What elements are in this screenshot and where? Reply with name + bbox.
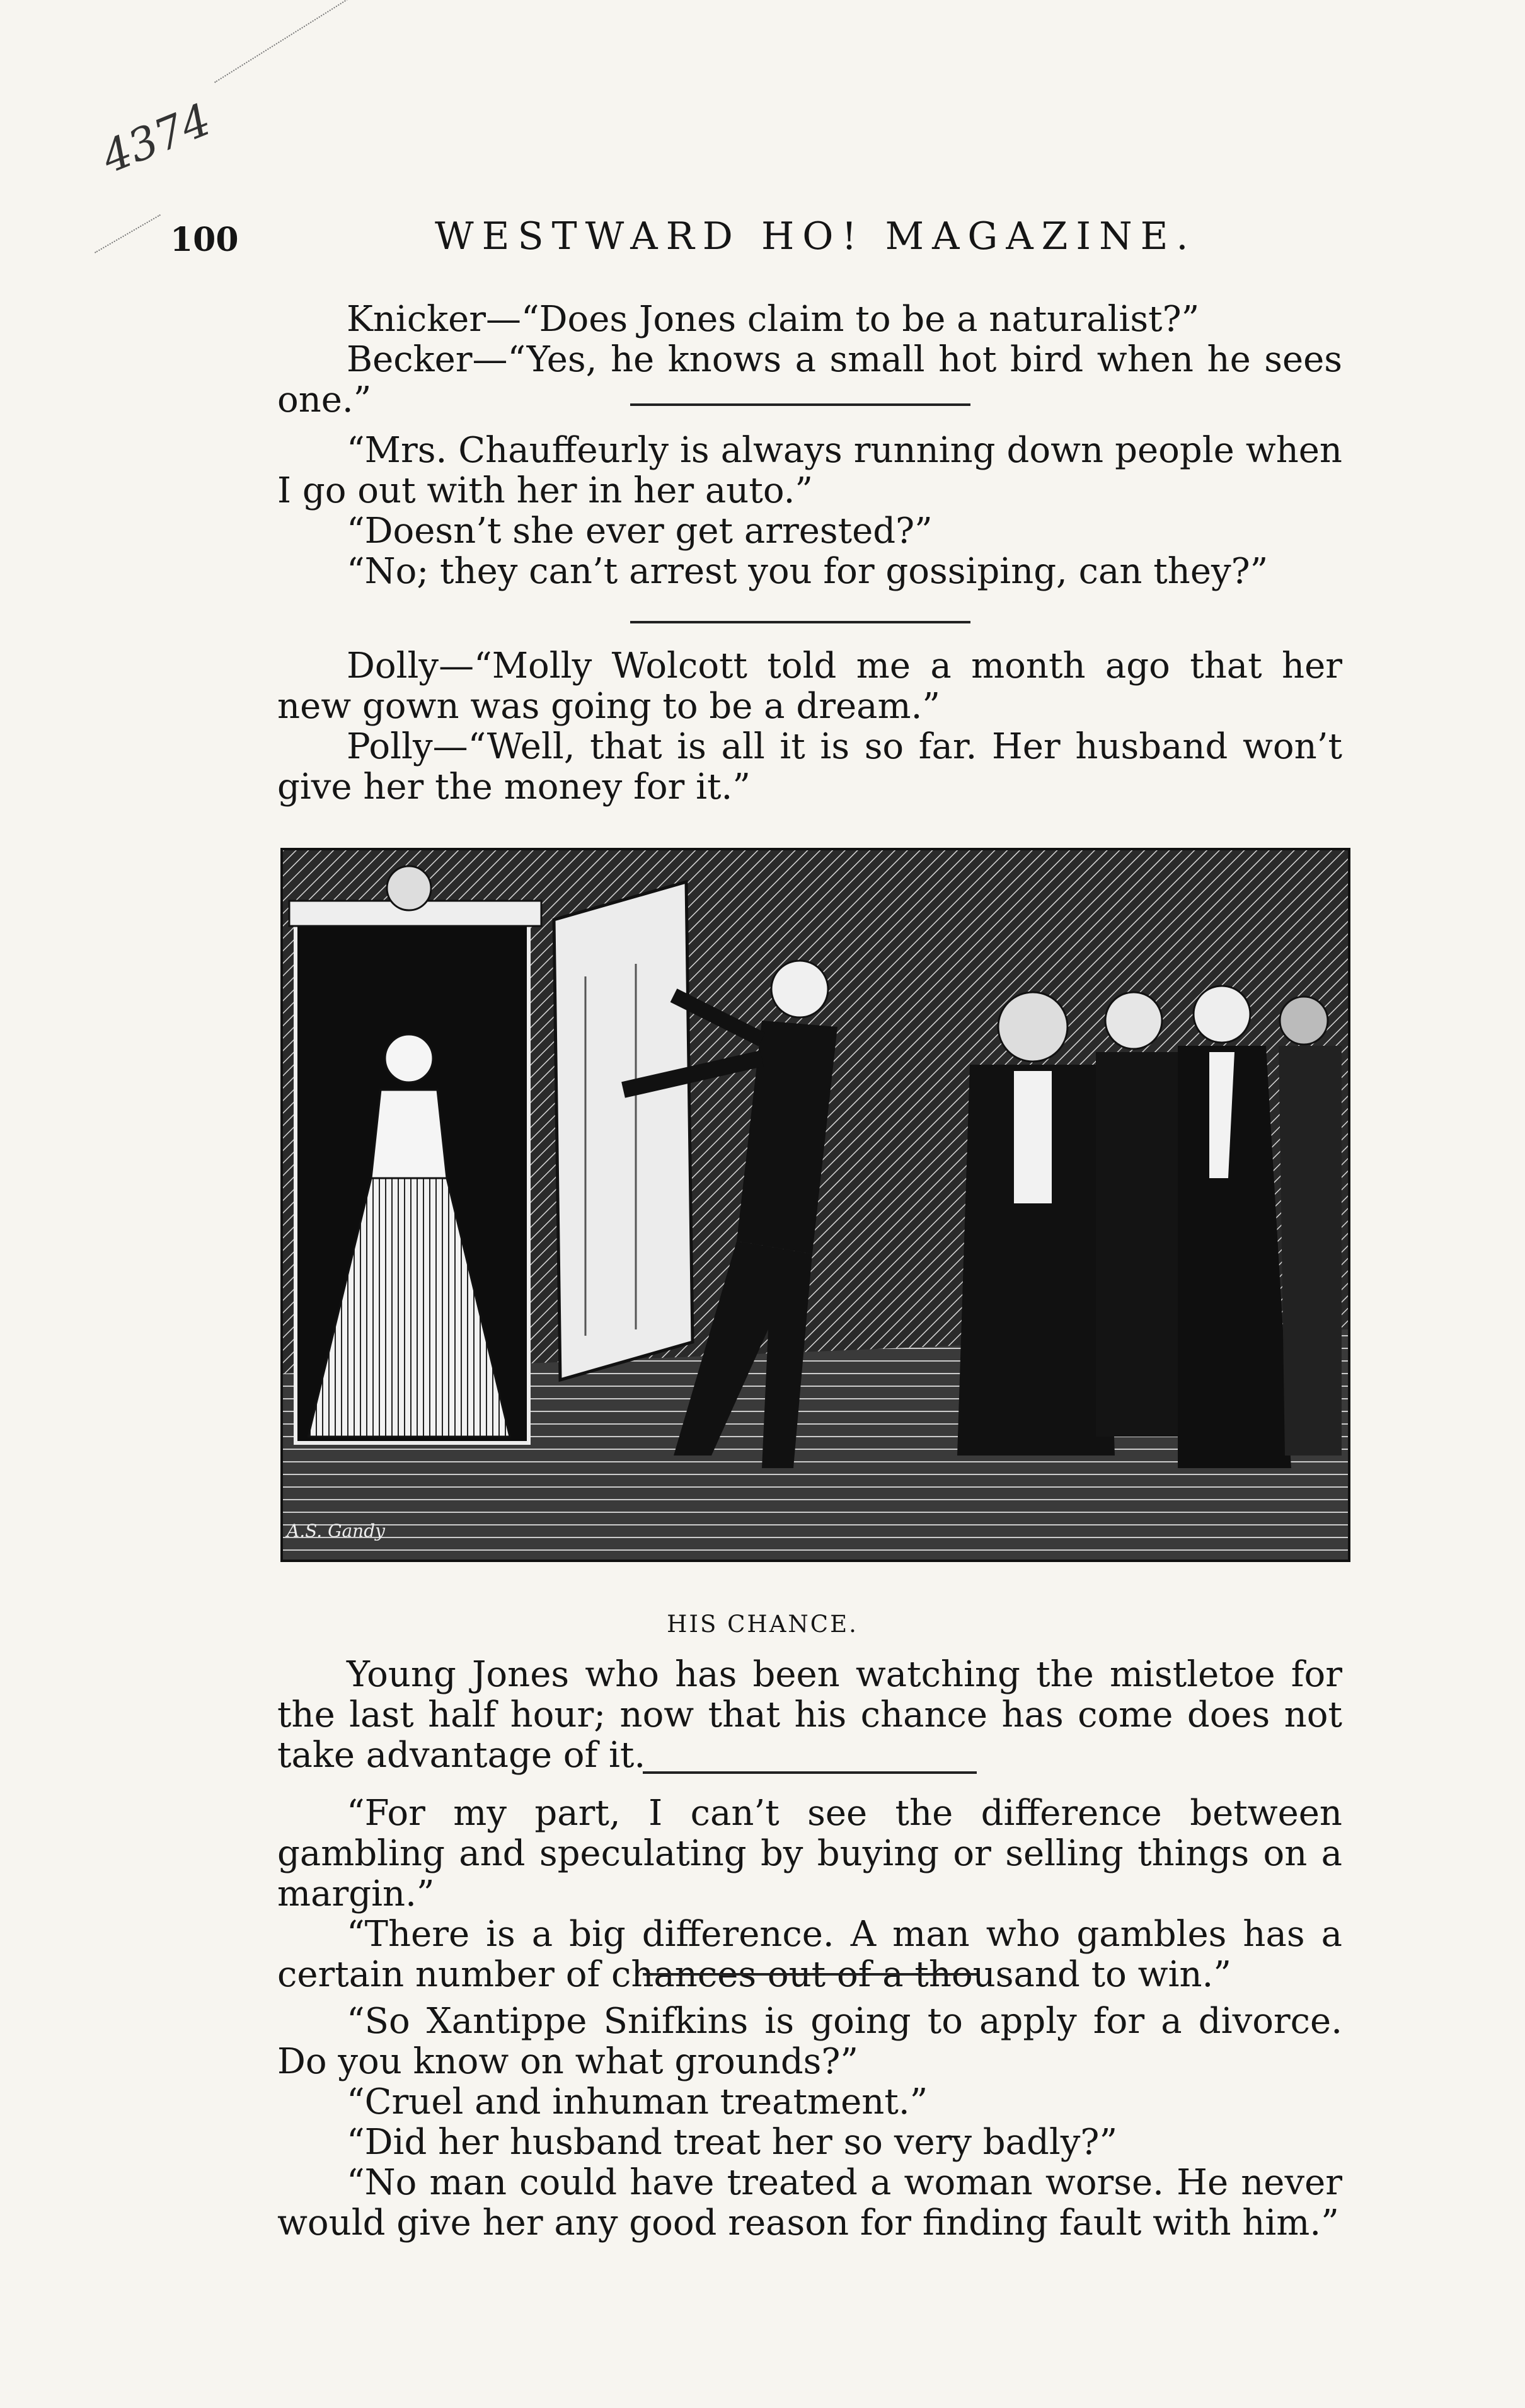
illustration-caption: HIS CHANCE. [667,1611,858,1638]
joke-line: “For my part, I can’t see the difference between gambling and speculating by buying or selling things on a margin.” [277,1793,1342,1914]
joke-line: “No man could have treated a woman worse. He never would give her any good reason for finding fault with him.” [277,2162,1342,2243]
caption-text: Young Jones who has been watching the mistletoe for the last half hour; now that his chance has come does not take advantage of it. [277,1654,1342,1776]
joke-line: Dolly—“Molly Wolcott told me a month ago that her new gown was going to be a dream.” [277,645,1342,727]
caption-text-block [277,1655,1342,1776]
joke-line: “Cruel and inhuman treatment.” [347,2081,928,2122]
joke-block [277,1793,1342,1995]
joke-block [277,2001,1342,2243]
joke-block [277,431,1342,592]
pencil-mark [214,0,375,83]
page-number: 100 [170,221,239,259]
artist-signature: A.S. Gandy [287,1520,385,1541]
joke-line: “So Xantippe Snifkins is going to apply for a divorce. Do you know on what grounds?” [277,2001,1342,2082]
running-head-title: WESTWARD HO! MAGAZINE. [435,214,1197,258]
section-divider [630,621,970,623]
joke-line: “Mrs. Chauffeurly is always running down people when I go out with her in her auto.” [277,430,1342,511]
section-divider [643,1973,977,1976]
joke-line: “Doesn’t she ever get arrested?” [347,511,933,552]
joke-line: Polly—“Well, that is all it is so far. Her husband won’t give her the money for it.” [277,726,1342,807]
handwritten-margin-note: 4374 [95,93,218,184]
pencil-mark [95,214,161,253]
mistletoe-scene-drawing [283,850,1348,1560]
section-divider [643,1771,977,1774]
section-divider [630,403,970,406]
joke-line: Knicker—“Does Jones claim to be a naturalist?” [347,299,1200,340]
joke-block [277,299,1342,420]
joke-block [277,646,1342,807]
illustration [280,848,1350,1562]
joke-line: “No; they can’t arrest you for gossiping, can they?” [347,551,1269,592]
joke-line: “There is a big difference. A man who gambles has a certain number of chances out of a thousand to win.” [277,1914,1342,1995]
joke-line: Becker—“Yes, he knows a small hot bird when he sees one.” [277,339,1342,420]
joke-line: “Did her husband treat her so very badly?” [347,2122,1118,2163]
